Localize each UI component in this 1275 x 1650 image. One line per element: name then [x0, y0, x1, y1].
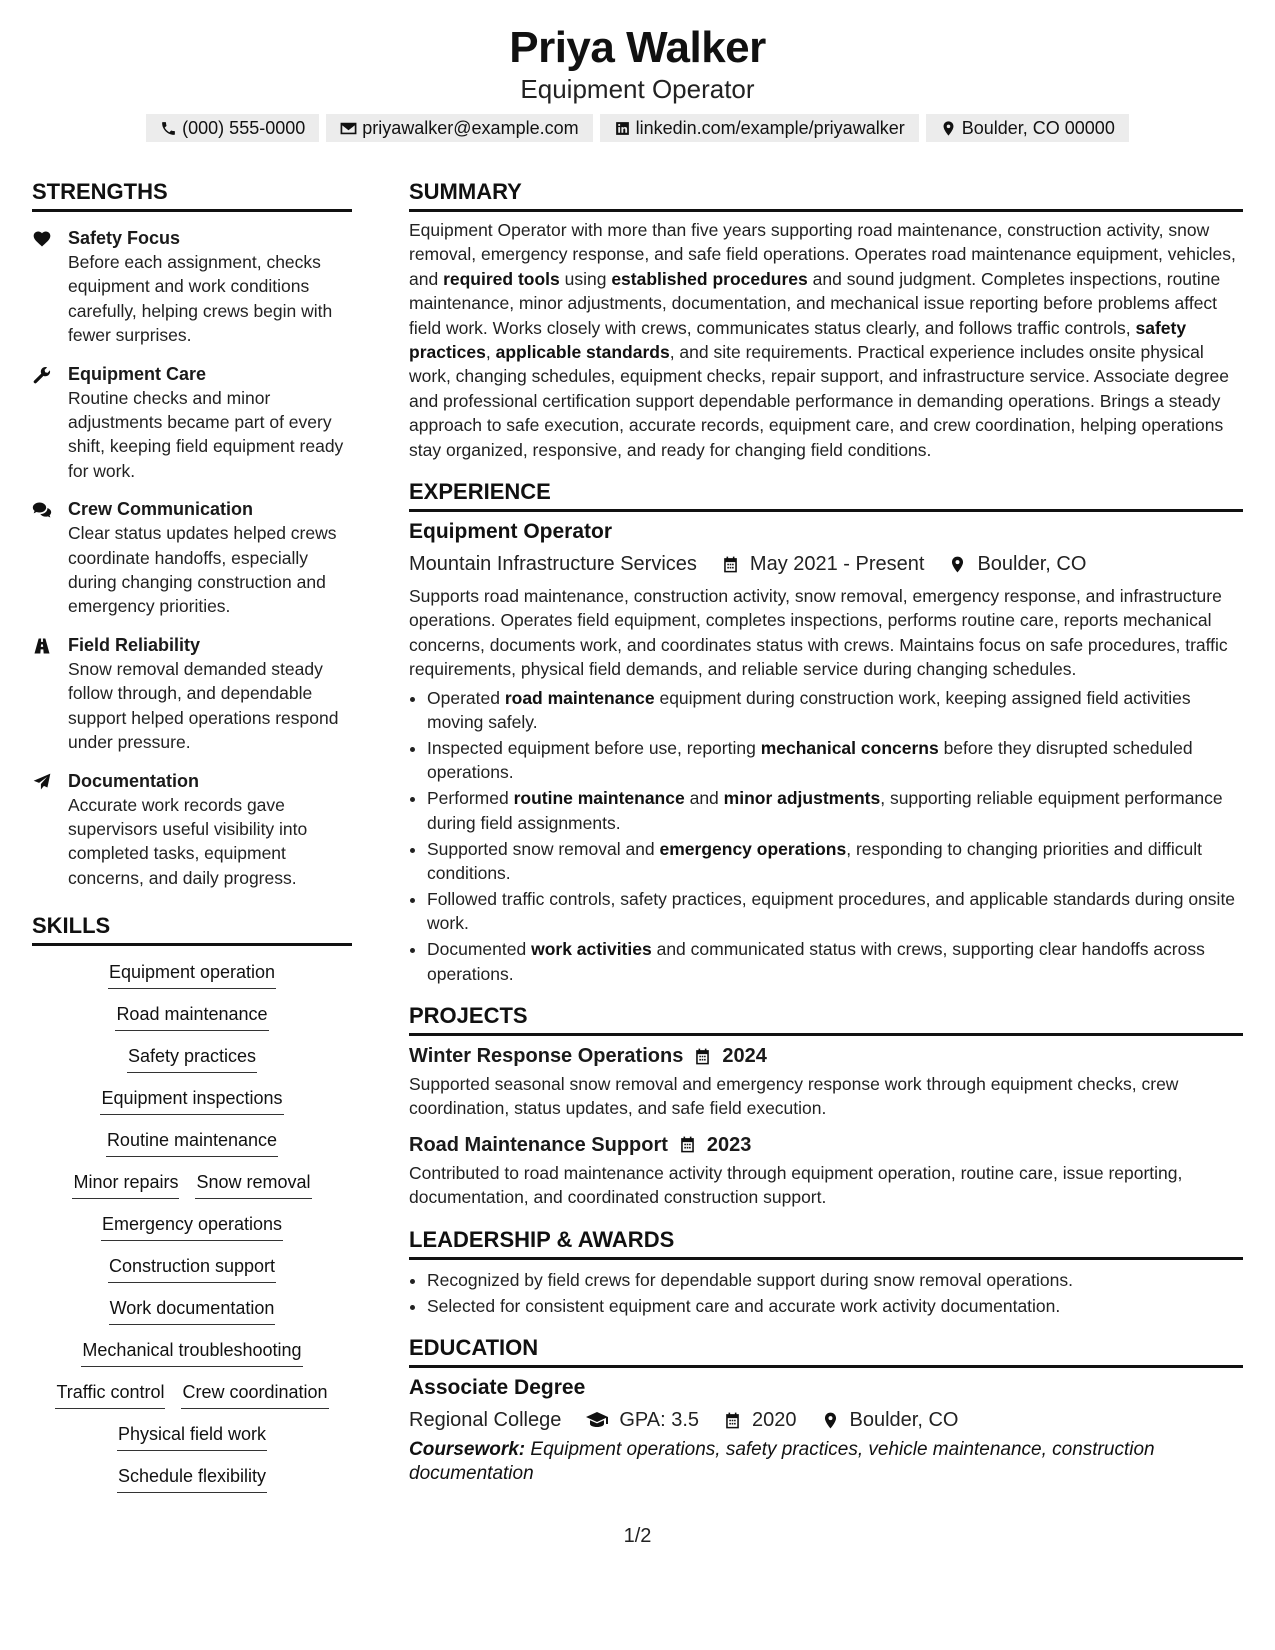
contact-phone[interactable] — [146, 114, 319, 142]
map-pin-icon — [948, 555, 967, 574]
left-column — [32, 178, 352, 1506]
skill-tag: Work documentation — [109, 1296, 276, 1325]
list-item — [427, 686, 1243, 735]
skill-row — [32, 1002, 352, 1031]
skills-heading: SKILLS — [32, 912, 352, 946]
gpa: GPA: 3.5 — [619, 1409, 699, 1431]
bold-text: established procedures — [611, 268, 808, 289]
school-name: Regional College — [409, 1409, 562, 1431]
project-header — [409, 1131, 1243, 1159]
linkedin-icon — [614, 120, 631, 137]
text-run: Performed — [427, 788, 514, 809]
strength-title: Equipment Care — [68, 363, 207, 384]
experience-heading: EXPERIENCE — [409, 478, 1243, 512]
text-run: , supporting reliable equipment performance during field assignments. — [427, 788, 1223, 833]
text-run: using — [559, 268, 612, 289]
strength-description: Clear status updates helped crews coordinate handoffs, especially during changing construction and emergency priorities. — [68, 523, 337, 617]
text-run: Followed traffic controls, safety practices, equipment procedures, and applicable standards during onsite work. — [427, 888, 1236, 934]
strength-description: Routine checks and minor adjustments became part of every shift, keeping field equipment ready for work. — [68, 387, 344, 481]
skill-row — [32, 1086, 352, 1115]
text-run: equipment during construction work, keeping assigned field activities moving safely. — [427, 687, 1191, 733]
contact-linkedin[interactable] — [600, 114, 919, 142]
skill-tag: Mechanical troubleshooting — [81, 1338, 302, 1367]
skill-row — [32, 1170, 352, 1199]
candidate-name: Priya Walker — [509, 23, 766, 72]
education-year: 2020 — [752, 1409, 797, 1431]
skill-row — [32, 960, 352, 989]
education-meta — [409, 1406, 1243, 1434]
project-year: 2023 — [706, 1133, 752, 1156]
strength-title: Documentation — [68, 770, 200, 791]
text-run: Operated — [427, 687, 505, 708]
bold-text: applicable standards — [495, 342, 670, 363]
project-name: Road Maintenance Support — [409, 1133, 668, 1156]
road-icon — [32, 636, 52, 656]
list-item — [427, 937, 1243, 986]
bold-text: road maintenance — [504, 687, 655, 708]
strength-item — [32, 633, 352, 755]
job-meta — [409, 550, 1243, 578]
skill-tag: Equipment operation — [108, 960, 276, 989]
calendar-icon — [721, 555, 740, 574]
job-title: Equipment Operator — [409, 520, 613, 544]
strength-description: Before each assignment, checks equipment and work conditions carefully, helping crews begin with fewer surprises. — [68, 252, 333, 346]
bold-text: safety practices — [409, 317, 1187, 363]
bold-text: emergency operations — [659, 838, 847, 859]
text-run: and — [684, 788, 724, 809]
comments-icon — [32, 500, 52, 520]
skills-list — [32, 960, 352, 1493]
skill-row — [32, 1044, 352, 1073]
resume-header — [0, 0, 1275, 142]
strength-item — [32, 497, 352, 619]
summary-text — [409, 218, 1243, 462]
calendar-icon — [693, 1047, 712, 1066]
list-item — [427, 837, 1243, 886]
skill-tag: Road maintenance — [115, 1002, 268, 1031]
skill-row — [32, 1128, 352, 1157]
education-heading: EDUCATION — [409, 1334, 1243, 1368]
contact-email-text: priyawalker@example.com — [362, 118, 579, 138]
project-description: Contributed to road maintenance activity through equipment operation, routine care, issue reporting, documentation, and coordinated construction support. — [409, 1162, 1183, 1208]
text-run: Documented — [427, 939, 532, 960]
experience-bullets — [409, 686, 1243, 986]
summary-heading: SUMMARY — [409, 178, 1243, 212]
page-number: 1/2 — [623, 1525, 652, 1547]
strength-title: Crew Communication — [68, 499, 254, 520]
bold-text: routine maintenance — [513, 788, 685, 809]
degree-title: Associate Degree — [409, 1376, 586, 1399]
strengths-heading: STRENGTHS — [32, 178, 352, 212]
skill-row — [32, 1212, 352, 1241]
strength-title: Safety Focus — [68, 228, 181, 248]
project-year: 2024 — [722, 1045, 767, 1068]
skill-tag: Schedule flexibility — [117, 1464, 267, 1493]
skill-tag: Construction support — [108, 1254, 276, 1283]
education-location: Boulder, CO — [849, 1409, 959, 1431]
skill-row — [32, 1464, 352, 1493]
skill-tag: Traffic control — [55, 1380, 165, 1409]
contact-phone-text: (000) 555-0000 — [182, 118, 306, 138]
project-header — [409, 1042, 1243, 1070]
coursework-label: Coursework: — [409, 1439, 526, 1460]
skill-tag: Physical field work — [117, 1422, 267, 1451]
graduation-cap-icon — [585, 1408, 609, 1432]
wrench-icon — [32, 365, 52, 385]
company-name: Mountain Infrastructure Services — [409, 553, 697, 576]
envelope-icon — [340, 120, 357, 137]
strength-item — [32, 226, 352, 348]
text-run: before they disrupted scheduled operations. — [427, 738, 1193, 783]
strength-item — [32, 362, 352, 484]
leadership-heading: LEADERSHIP & AWARDS — [409, 1226, 1243, 1260]
right-column — [409, 178, 1243, 1486]
text-run: Supported snow removal and — [427, 838, 660, 859]
skill-tag: Safety practices — [127, 1044, 257, 1073]
bold-text: mechanical concerns — [760, 738, 939, 758]
paper-plane-icon — [32, 772, 52, 792]
contact-bar — [0, 114, 1275, 142]
skill-tag: Crew coordination — [181, 1380, 328, 1409]
list-item — [427, 887, 1243, 936]
job-dates: May 2021 - Present — [749, 553, 925, 576]
skill-row — [32, 1380, 352, 1409]
text-run: Inspected equipment before use, reporting — [427, 738, 761, 758]
skill-tag: Snow removal — [195, 1170, 311, 1199]
text-run: , — [485, 342, 496, 363]
skill-row — [32, 1254, 352, 1283]
leadership-bullets — [409, 1268, 1243, 1318]
project-name: Winter Response Operations — [409, 1045, 684, 1068]
text-run: , responding to changing priorities and difficult conditions. — [427, 838, 1202, 884]
bold-text: minor adjustments — [723, 788, 881, 809]
project-description: Supported seasonal snow removal and emergency response work through equipment checks, crew coordination, status updates, and safe field execution. — [409, 1074, 1179, 1119]
map-pin-icon — [940, 120, 957, 137]
text-run: and communicated status with crews, supporting clear handoffs across operations. — [427, 939, 1205, 984]
list-item — [427, 736, 1243, 785]
skill-tag: Minor repairs — [72, 1170, 179, 1199]
bold-text: work activities — [531, 939, 652, 960]
bold-text: required tools — [443, 268, 560, 289]
calendar-icon — [723, 1411, 742, 1430]
coursework — [409, 1438, 1243, 1486]
contact-location-text: Boulder, CO 00000 — [961, 118, 1115, 138]
job-location: Boulder, CO — [977, 553, 1087, 576]
list-item: • Selected for consistent equipment care and accurate work activity documentation. — [427, 1294, 1243, 1318]
contact-location[interactable] — [926, 114, 1129, 142]
phone-icon — [160, 120, 177, 137]
skill-row — [32, 1338, 352, 1367]
contact-email[interactable] — [326, 114, 592, 142]
text-run: Equipment Operator with more than five years supporting road maintenance, construction activity, snow removal, emergency response, and safe field operations. Operates road maintenance equipment, vehicles, and — [409, 220, 1236, 289]
skill-tag: Routine maintenance — [106, 1128, 278, 1157]
list-item — [427, 786, 1243, 835]
map-pin-icon — [821, 1411, 840, 1430]
coursework-text: Equipment operations, safety practices, vehicle maintenance, construction documentation — [409, 1439, 1155, 1484]
skill-tag: Emergency operations — [101, 1212, 283, 1241]
skill-row — [32, 1422, 352, 1451]
text-run: , and site requirements. Practical experience includes onsite physical work, changing schedules, equipment checks, repair support, and infrastructure service. Associate degree and professional certification support dependable performance in demanding operations. Brings a steady approach to safe execution, accurate records, equipment care, and crew coordination, helping operations stay organized, responsive, and ready for changing field conditions. — [409, 342, 1230, 460]
job-description: Supports road maintenance, construction activity, snow removal, emergency response, and infrastructure operations. Operates field equipment, completes inspections, performs routine care, reports mechanical concerns, documents work, and coordinates status with crews. Maintains focus on safe procedures, traffic requirements, physical field demands, and reliable service during changing schedules. — [409, 586, 1228, 680]
text-run: and sound judgment. Completes inspections, routine maintenance, minor adjustments, documentation, and mechanical issue reporting before problems affect field work. Works closely with crews, communicates status clearly, and follows traffic controls, — [409, 268, 1221, 338]
projects-heading: PROJECTS — [409, 1002, 1243, 1036]
heart-icon — [32, 229, 52, 249]
strength-description: Snow removal demanded steady follow through, and dependable support helped operations respond under pressure. — [68, 658, 339, 753]
skill-tag: Equipment inspections — [100, 1086, 283, 1115]
skill-row — [32, 1296, 352, 1325]
contact-linkedin-text: linkedin.com/example/priyawalker — [635, 118, 905, 138]
calendar-icon — [678, 1135, 697, 1154]
strength-description: Accurate work records gave supervisors useful visibility into completed tasks, equipment concerns, and daily progress. — [68, 794, 308, 888]
strength-title: Field Reliability — [68, 634, 201, 655]
list-item: • Recognized by field crews for dependable support during snow removal operations. — [427, 1268, 1243, 1292]
candidate-role: Equipment Operator — [520, 74, 755, 104]
strength-item — [32, 769, 352, 891]
